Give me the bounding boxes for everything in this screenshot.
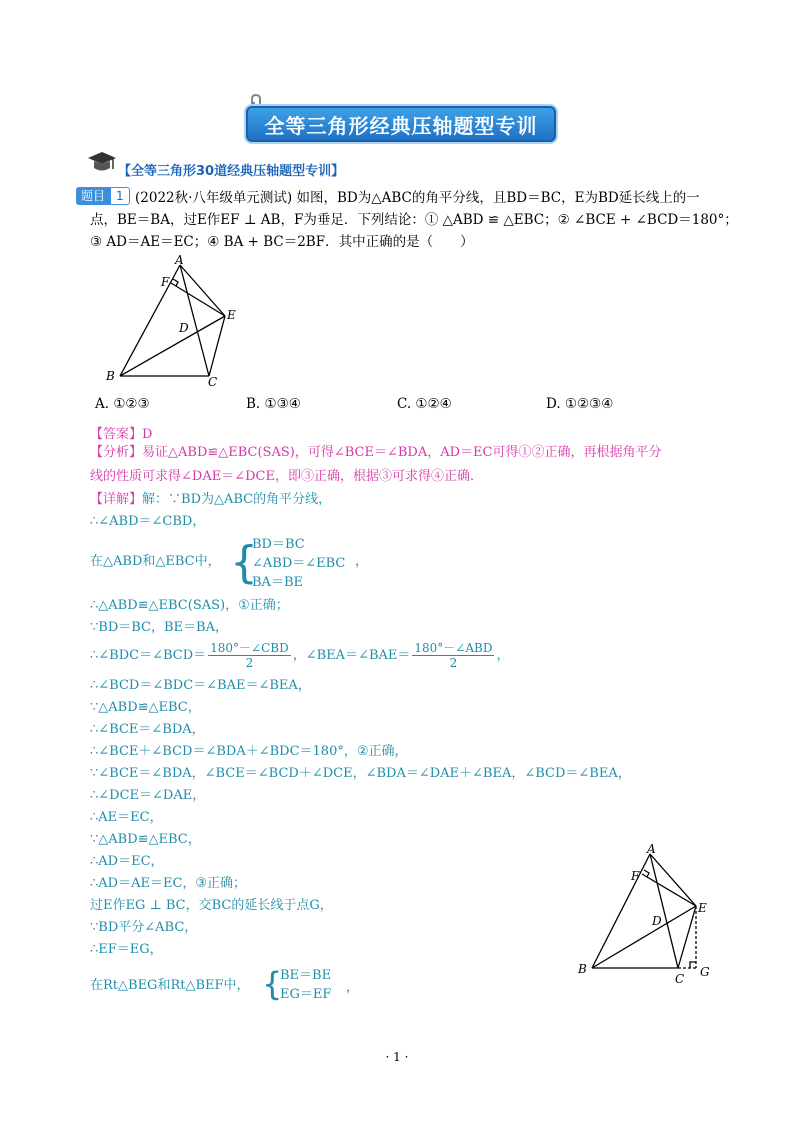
equation-system-1 — [252, 535, 345, 592]
question-number: 1 — [110, 187, 130, 205]
fig2-label-g: G — [700, 965, 710, 979]
solution-line-18: ∵BD平分∠ABC， — [90, 920, 198, 935]
fig2-label-f: F — [631, 869, 640, 883]
solution-line-17: 过E作EG ⊥ BC，交BC的延长线于点G， — [90, 898, 333, 913]
fig1-label-f: F — [161, 275, 170, 289]
title-banner — [244, 104, 558, 144]
question-tag — [76, 187, 130, 205]
analysis-line-2: 线的性质可求得∠DAE＝∠DCE，即③正确，根据③可求得④正确． — [90, 469, 483, 484]
solution-line-6b: ，∠BEA＝∠BAE＝ — [292, 647, 411, 663]
fig1-label-e: E — [227, 308, 236, 322]
question-line-3: ③ AD＝AE＝EC；④ BA + BC＝2BF．其中正确的是（ ） — [90, 234, 474, 250]
solution-line-11: ∵∠BCE＝∠BDA，∠BCE＝∠BCD＋∠DCE，∠BDA＝∠DAE＋∠BEA，∠BCD＝∠BEA， — [90, 766, 631, 781]
fig2-label-b: B — [578, 962, 587, 976]
solution-line-7: ∴∠BCD＝∠BDC＝∠BAE＝∠BEA， — [90, 678, 311, 693]
system-1-row-3: BA＝BE — [252, 575, 303, 590]
figure-2 — [574, 842, 724, 992]
fig2-label-a: A — [647, 842, 656, 856]
solution-line-14: ∵△ABD≌△EBC， — [90, 832, 201, 847]
fraction-1 — [208, 641, 291, 670]
fig1-label-a: A — [175, 255, 184, 267]
system-2-end: ， — [346, 980, 360, 995]
system-1-row-1: BD＝BC — [252, 537, 305, 552]
system-1-end: ， — [355, 554, 369, 569]
solution-line-8: ∵△ABD≌△EBC， — [90, 700, 201, 715]
solution-line-10: ∴∠BCE＋∠BCD＝∠BDA＋∠BDC＝180°，②正确， — [90, 744, 408, 759]
fraction-2 — [412, 641, 494, 670]
system-1-row-2: ∠ABD＝∠EBC — [252, 556, 346, 571]
solution-line-12: ∴∠DCE＝∠DAE， — [90, 788, 206, 803]
question-line-2: 点，BE＝BA，过E作EF ⊥ AB，F为垂足．下列结论：① △ABD ≌ △EBC；② ∠BCE + ∠BCD＝180°； — [90, 212, 738, 228]
option-c[interactable]: C. ①②④ — [397, 396, 452, 412]
section-subtitle: 【全等三角形30道经典压轴题型专训】 — [118, 164, 345, 179]
solution-line-4: ∴△ABD≌△EBC(SAS)，①正确； — [90, 598, 289, 613]
solution-line-6a: ∴∠BDC＝∠BCD＝ — [90, 647, 207, 663]
option-d[interactable]: D. ①②③④ — [546, 396, 614, 412]
option-a[interactable]: A. ①②③ — [95, 396, 150, 412]
solution-line-19: ∴EF＝EG， — [90, 942, 163, 957]
fraction-1-denominator: 2 — [245, 656, 254, 670]
solution-line-6 — [90, 641, 510, 670]
system-2-row-1: BE＝BE — [280, 968, 332, 983]
solution-line-9: ∴∠BCE＝∠BDA， — [90, 722, 205, 737]
solution-line-13: ∴AE＝EC， — [90, 810, 163, 825]
fig1-label-b: B — [106, 369, 115, 383]
solution-line-20: 在Rt△BEG和Rt△BEF中， — [90, 978, 250, 993]
fraction-2-numerator: 180°－∠ABD — [414, 641, 493, 655]
solution-line-2: ∴∠ABD＝∠CBD， — [90, 514, 206, 529]
page-title: 全等三角形经典压轴题型专训 — [264, 113, 538, 138]
graduation-cap-icon — [86, 149, 118, 175]
system-brace-2: { — [262, 965, 283, 1003]
solution-line-6c: ， — [496, 647, 510, 663]
system-2-row-2: EG＝EF — [280, 987, 332, 1002]
analysis-line-1: 【分析】易证△ABD≌△EBC(SAS)，可得∠BCE＝∠BDA，AD＝EC可得①②正确，再根据角平分 — [90, 445, 662, 460]
solution-line-3: 在△ABD和△EBC中， — [90, 554, 221, 569]
page-number: · 1 · — [385, 1050, 409, 1064]
equation-system-2 — [280, 966, 331, 1004]
figure-1 — [100, 255, 250, 390]
fig1-label-c: C — [208, 375, 218, 389]
fraction-2-denominator: 2 — [449, 656, 458, 670]
question-line-1: (2022秋·八年级单元测试) 如图，BD为△ABC的角平分线，且BD＝BC，E为BD延长线上的一 — [135, 190, 700, 206]
option-b[interactable]: B. ①③④ — [246, 396, 301, 412]
solution-line-1-text: 解：∵BD为△ABC的角平分线， — [142, 492, 332, 507]
system-brace-1: { — [230, 537, 258, 588]
fig2-label-c: C — [675, 972, 685, 986]
solution-line-16: ∴AD＝AE＝EC，③正确； — [90, 876, 247, 891]
solution-line-15: ∴AD＝EC， — [90, 854, 164, 869]
fraction-1-numerator: 180°－∠CBD — [210, 641, 289, 655]
fig2-label-e: E — [698, 901, 707, 915]
answer-text: 【答案】D — [90, 427, 153, 442]
fig1-label-d: D — [179, 321, 189, 335]
solution-line-5: ∵BD＝BC，BE＝BA， — [90, 620, 228, 635]
question-lines — [90, 209, 740, 253]
question-tag-label: 题目 — [76, 187, 110, 205]
fig2-label-d: D — [652, 914, 662, 928]
solution-line-1 — [90, 489, 331, 511]
solution-heading: 【详解】 — [90, 492, 143, 507]
